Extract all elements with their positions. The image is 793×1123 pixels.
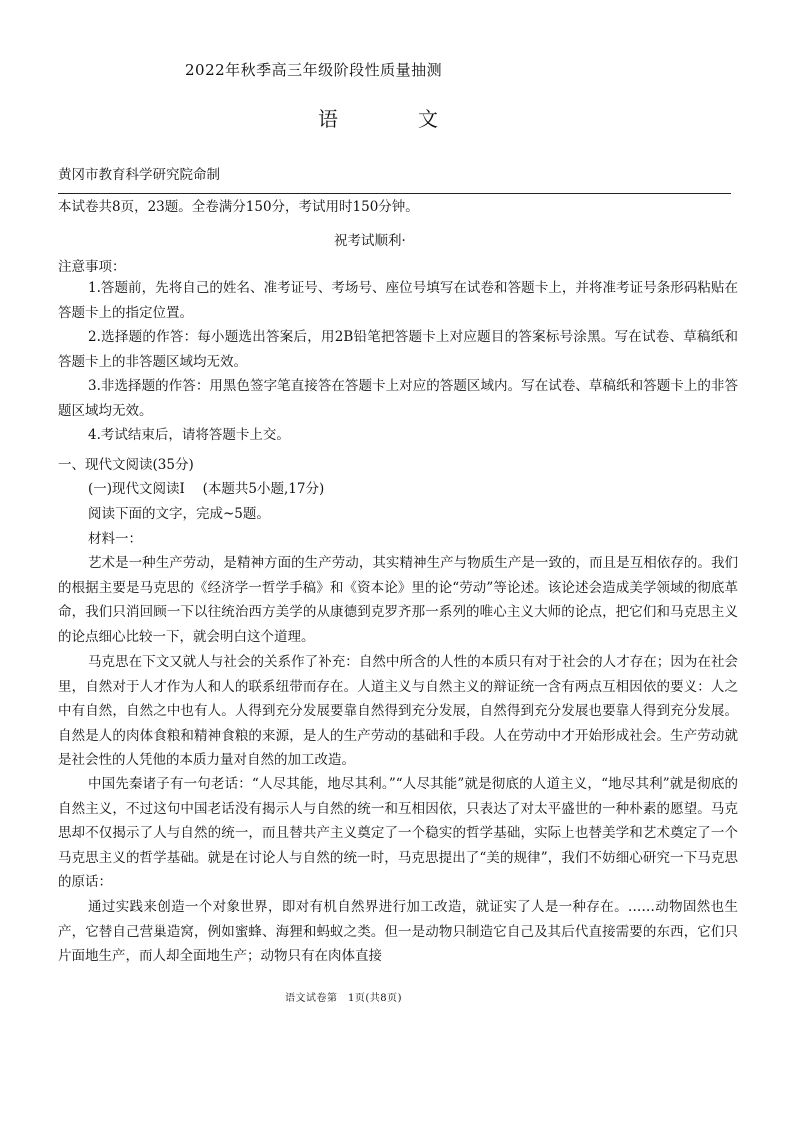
notice-item-3: 3.非选择题的作答：用黑色签字笔直接答在答题卡上对应的答题区域内。写在试卷、草稿纸和答题卡上的非答题区域均无效。 — [58, 378, 738, 419]
issuer: 黄冈市教育科学研究院命制 — [58, 167, 220, 183]
subject-title-left: 语 — [318, 107, 340, 131]
good-luck-text: 祝考试顺利· — [334, 233, 406, 249]
section-heading: 一、现代文阅读(35分) — [58, 457, 194, 473]
passage-paragraph-4: 通过实践来创造一个对象世界，即对有机自然界进行加工改造，就证实了人是一种存在。……动物固然也生产，它替自己营巢造窝，例如蜜蜂、海狸和蚂蚁之类。但一是动物只制造它自己及其后代直接需要的东西，它们只片面地生产，而人却全面地生产；动物只有在肉体直接 — [58, 899, 738, 964]
passage-paragraph-2: 马克思在下文又就人与社会的关系作了补充：自然中所含的人性的本质只有对于社会的人才存在；因为在社会里，自然对于人才作为人和人的联系纽带而存在。人道主义与自然主义的辩证统一含有两点互相因依的要义：人之中有自然，自然之中也有人。人得到充分发展要靠自然得到充分发展，自然得到充分发展也要靠人得到充分发展。自然是人的肉体食粮和精神食粮的来源，是人的生产劳动的基础和手段。人在劳动中才开始形成社会。生产劳动就是社会性的人凭他的本质力量对自然的加工改造。 — [58, 654, 738, 768]
page-footer: 语文试卷第 1页(共8页) — [285, 993, 403, 1004]
subject-title — [318, 103, 440, 132]
reading-instruction: 阅读下面的文字，完成~5题。 — [88, 506, 270, 522]
exam-title: 2022年秋季高三年级阶段性质量抽测 — [185, 61, 443, 79]
notice-item-1: 1.答题前，先将自己的姓名、准考证号、考场号、座位号填写在试卷和答题卡上，并将准考证号条形码粘贴在答题卡上的指定位置。 — [58, 280, 738, 321]
subject-title-right: 文 — [418, 107, 440, 131]
material-label: 材料一： — [88, 531, 142, 547]
notice-item-4: 4.考试结束后，请将答题卡上交。 — [88, 427, 290, 443]
sub-section-heading: (一)现代文阅读Ⅰ (本题共5小题,17分) — [88, 481, 325, 497]
passage-paragraph-3: 中国先秦诸子有一句老话：“人尽其能，地尽其利。”“人尽其能”就是彻底的人道主义，“地尽其利”就是彻底的自然主义，不过这句中国老话没有揭示人与自然的统一和互相因依，只表达了对太平盛世的一种朴素的愿望。马克思却不仅揭示了人与自然的统一，而且替共产主义奠定了一个稳实的哲学基础，实际上也替美学和艺术奠定了一个马克思主义的哲学基础。就是在讨论人与自然的统一时，马克思提出了“美的规律”，我们不妨细心研究一下马克思的原话： — [58, 776, 738, 890]
notice-item-2: 2.选择题的作答：每小题选出答案后，用2B铅笔把答题卡上对应题目的答案标号涂黑。写在试卷、草稿纸和答题卡上的非答题区域均无效。 — [58, 329, 738, 370]
passage-paragraph-1: 艺术是一种生产劳动，是精神方面的生产劳动，其实精神生产与物质生产是一致的，而且是互相依存的。我们的根据主要是马克思的《经济学一哲学手稿》和《资本论》里的论“劳动”等论述。该论述会造成美学领域的彻底革命，我们只消回顾一下以往统治西方美学的从康德到克罗齐那一系列的唯心主义大师的论点，把它们和马克思主义的论点细心比较一下，就会明白这个道理。 — [58, 555, 738, 645]
header-divider — [58, 193, 731, 194]
paper-info: 本试卷共8页，23题。全卷满分150分，考试用时150分钟。 — [58, 199, 419, 215]
notice-heading: 注意事项： — [58, 259, 126, 275]
